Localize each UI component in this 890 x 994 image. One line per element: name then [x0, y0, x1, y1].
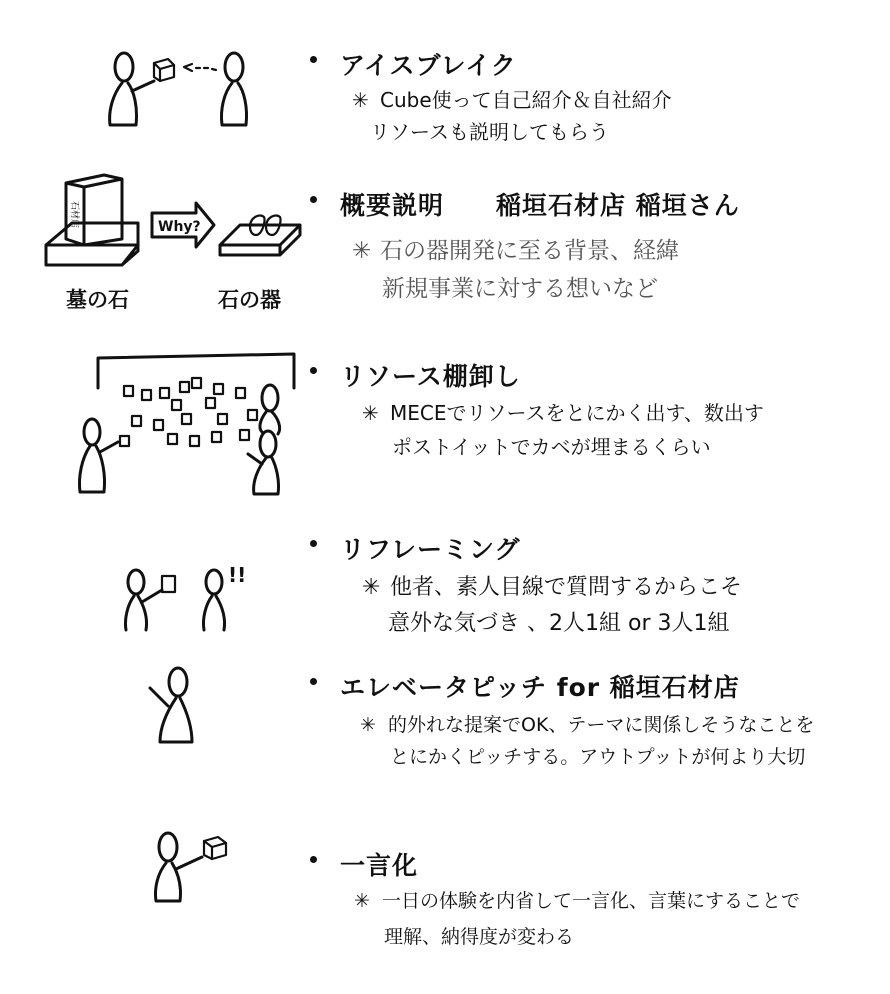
dotted-arrow-icon [184, 64, 216, 71]
section-note-2: ポストイットでカベが埋まるくらい [392, 435, 711, 459]
asterisk-icon: ✳ [352, 88, 369, 112]
section-note-1: ✳ 的外れな提案でOK、テーマに関係しそうなことを [360, 714, 815, 736]
overview-sketch [42, 165, 302, 279]
person-left-arm [100, 442, 118, 452]
note-card-icon [162, 576, 175, 592]
cube-icon [204, 837, 226, 859]
section-title: リフレーミング [340, 535, 521, 564]
post-it-notes [120, 378, 257, 446]
why-arrow-text: Why? [158, 219, 201, 235]
section-elevator-pitch [310, 668, 880, 778]
resource-sketch [72, 348, 302, 502]
person-left-head [115, 53, 133, 81]
section-title: 概要説明 稲垣石材店 稲垣さん [340, 191, 740, 220]
section-one-word [310, 846, 880, 956]
tombstone-engraving: 石材店 [69, 201, 79, 229]
section-overview [310, 186, 880, 302]
tombstone-label: 墓の石 [66, 288, 129, 312]
person-left-arm [142, 590, 162, 602]
person-head [169, 668, 187, 696]
bullet-icon [310, 56, 317, 63]
section-note-1: ✳ Cube使って自己紹介＆自社紹介 [352, 88, 672, 112]
one-word-sketch [148, 825, 258, 909]
asterisk-icon: ✳ [362, 575, 381, 600]
person-arm [150, 688, 168, 706]
person-right2-body [254, 458, 279, 494]
person-head [159, 833, 177, 861]
section-note-1: ✳ MECEでリソースをとにかく出す、数出す [362, 401, 764, 425]
bullet-icon [310, 678, 317, 685]
asterisk-icon: ✳ [354, 890, 370, 912]
section-note-1: ✳ 石の器開発に至る背景、経緯 [352, 238, 679, 264]
bullet-icon [310, 540, 317, 547]
person-right-body [221, 83, 246, 125]
person-right-head [206, 570, 222, 594]
stone-vessel-label: 石の器 [218, 288, 281, 312]
person-left-arm [132, 81, 154, 91]
section-reframing [310, 530, 880, 640]
wall-frame [98, 354, 294, 388]
section-note-2: 理解、納得度が変わる [384, 926, 575, 948]
section-title: アイスブレイク [340, 51, 517, 80]
section-icebreak [310, 46, 880, 146]
person-right-head [262, 385, 278, 411]
section-title: リソース棚卸し [340, 362, 521, 391]
person-left-head [84, 419, 100, 445]
person-right-body [203, 596, 224, 630]
exclamation-icon: !! [228, 563, 247, 587]
section-title: エレベータピッチ for 稲垣石材店 [340, 673, 740, 702]
asterisk-icon: ✳ [352, 238, 372, 264]
section-title: 一言化 [340, 851, 419, 880]
stone-vessel-plate [220, 225, 300, 255]
person-right2-arm [248, 454, 262, 464]
person-right-head [225, 53, 243, 81]
bullet-icon [310, 196, 317, 203]
cube-icon [154, 59, 174, 81]
person-right2-head [260, 431, 276, 457]
person-arm [176, 857, 202, 869]
section-note-1: ✳ 一日の体験を内省して一言化、言葉にすることで [354, 890, 801, 912]
bullet-icon [310, 856, 317, 863]
section-resource [310, 357, 880, 457]
section-note-2: 新規事業に対する想いなど [382, 276, 658, 302]
bullet-icon [310, 367, 317, 374]
reframing-sketch [118, 560, 268, 644]
pitch-sketch [146, 664, 216, 752]
icebreak-sketch [100, 45, 260, 139]
section-note-2: とにかくピッチする。アウトプットが何より大切 [390, 746, 806, 768]
person-left-head [128, 570, 144, 594]
asterisk-icon: ✳ [360, 714, 376, 736]
section-note-2: リソースも説明してもらう [370, 120, 609, 144]
asterisk-icon: ✳ [362, 401, 379, 425]
section-note-1: ✳ 他者、素人目線で質問するからこそ [362, 575, 743, 600]
section-note-2: 意外な気づき 、2人1組 or 3人1組 [388, 611, 730, 636]
